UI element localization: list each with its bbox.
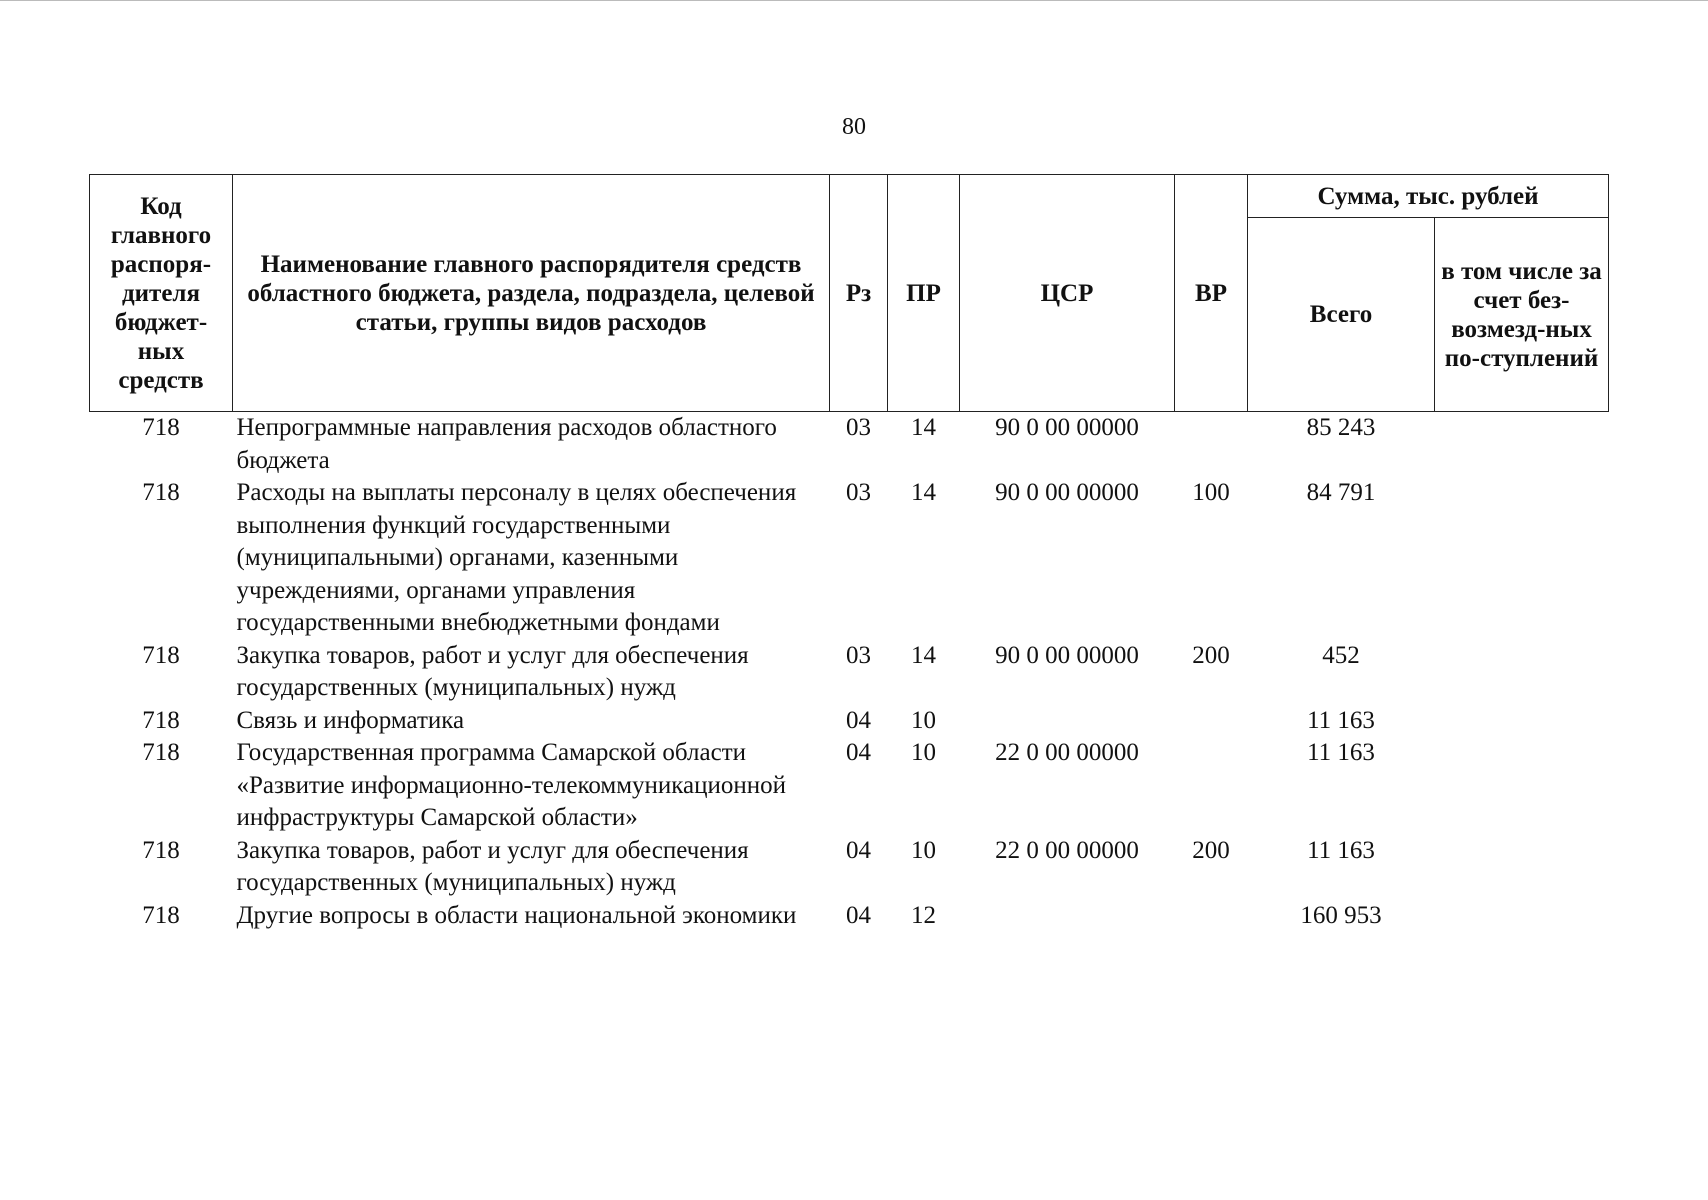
row-code: 718: [142, 901, 180, 929]
row-gratis: [1435, 640, 1609, 705]
header-name: Наименование главного распорядителя средств областного бюджета, раздела, подраздела, целевой статьи, группы видов расходов: [233, 175, 830, 412]
row-pr: 14: [911, 641, 936, 669]
row-name: Другие вопросы в области национальной экономики: [236, 901, 797, 929]
row-code: 718: [142, 414, 180, 441]
row-code: 718: [142, 739, 180, 766]
row-pr: 14: [911, 479, 936, 506]
row-vr: [1175, 412, 1248, 478]
table-row: [90, 737, 1609, 835]
row-rz: 03: [846, 641, 871, 669]
table-row: [90, 900, 1609, 933]
row-total: 452: [1322, 641, 1360, 669]
header-sum-group: Сумма, тыс. рублей: [1248, 175, 1609, 218]
header-csr: ЦСР: [960, 175, 1175, 412]
table-row: [90, 705, 1609, 738]
page-number: 80: [842, 114, 866, 140]
row-rz: 04: [846, 901, 871, 929]
row-csr: 90 0 00 00000: [995, 479, 1139, 506]
table-row: [90, 640, 1609, 705]
row-csr: 22 0 00 00000: [995, 836, 1139, 864]
row-pr: 10: [911, 836, 936, 864]
row-csr: 90 0 00 00000: [995, 414, 1139, 441]
row-vr: [1175, 705, 1248, 738]
header-rz: Рз: [830, 175, 888, 412]
header-total: Всего: [1248, 218, 1435, 412]
row-code: 718: [142, 836, 180, 864]
table-row: [90, 835, 1609, 900]
header-code: Код главного распоря-дителя бюджет-ных средств: [90, 175, 233, 412]
row-pr: 12: [911, 901, 936, 929]
row-csr: 90 0 00 00000: [995, 641, 1139, 669]
row-gratis: [1435, 737, 1609, 835]
row-vr: [1175, 900, 1248, 933]
row-gratis: [1435, 835, 1609, 900]
row-rz: 04: [846, 739, 871, 766]
row-gratis: [1435, 412, 1609, 478]
row-name: Закупка товаров, работ и услуг для обеспечения государственных (муниципальных) нужд: [236, 836, 749, 896]
row-code: 718: [142, 479, 180, 506]
row-pr: 10: [911, 706, 936, 734]
row-vr: 200: [1192, 641, 1230, 669]
row-gratis: [1435, 705, 1609, 738]
table-body: [90, 412, 1609, 933]
row-name: Закупка товаров, работ и услуг для обеспечения государственных (муниципальных) нужд: [236, 641, 749, 701]
budget-table: [89, 174, 1609, 932]
row-total: 84 791: [1306, 479, 1376, 506]
row-name: Связь и информатика: [236, 706, 465, 734]
row-gratis: [1435, 477, 1609, 640]
row-code: 718: [142, 641, 180, 669]
row-rz: 03: [846, 414, 871, 441]
row-csr: 22 0 00 00000: [995, 739, 1139, 766]
row-total: 11 163: [1307, 706, 1375, 734]
page-top-line: [0, 0, 1708, 1]
row-rz: 04: [846, 706, 871, 734]
table-row: [90, 412, 1609, 478]
header-gratis: в том числе за счет без-возмезд-ных по-ступлений: [1435, 218, 1609, 412]
header-vr: ВР: [1175, 175, 1248, 412]
row-name: Непрограммные направления расходов областного бюджета: [236, 414, 777, 474]
row-total: 11 163: [1307, 836, 1375, 864]
row-csr: [960, 705, 1175, 738]
row-vr: 200: [1192, 836, 1230, 864]
table-row: [90, 477, 1609, 640]
row-name: Расходы на выплаты персоналу в целях обеспечения выполнения функций государственными (муниципальными) органами, казенными учреждениями, органами управления государственными внебюджетными фондами: [236, 479, 797, 636]
row-rz: 04: [846, 836, 871, 864]
row-name: Государственная программа Самарской области «Развитие информационно-телекоммуникационной инфраструктуры Самарской области»: [236, 739, 787, 831]
row-pr: 10: [911, 739, 936, 766]
row-pr: 14: [911, 414, 936, 441]
row-total: 85 243: [1306, 414, 1376, 441]
row-gratis: [1435, 900, 1609, 933]
row-vr: 100: [1192, 479, 1230, 506]
row-total: 160 953: [1300, 901, 1382, 929]
row-rz: 03: [846, 479, 871, 506]
row-code: 718: [142, 706, 180, 734]
row-csr: [960, 900, 1175, 933]
row-vr: [1175, 737, 1248, 835]
row-total: 11 163: [1307, 739, 1375, 766]
header-pr: ПР: [888, 175, 960, 412]
